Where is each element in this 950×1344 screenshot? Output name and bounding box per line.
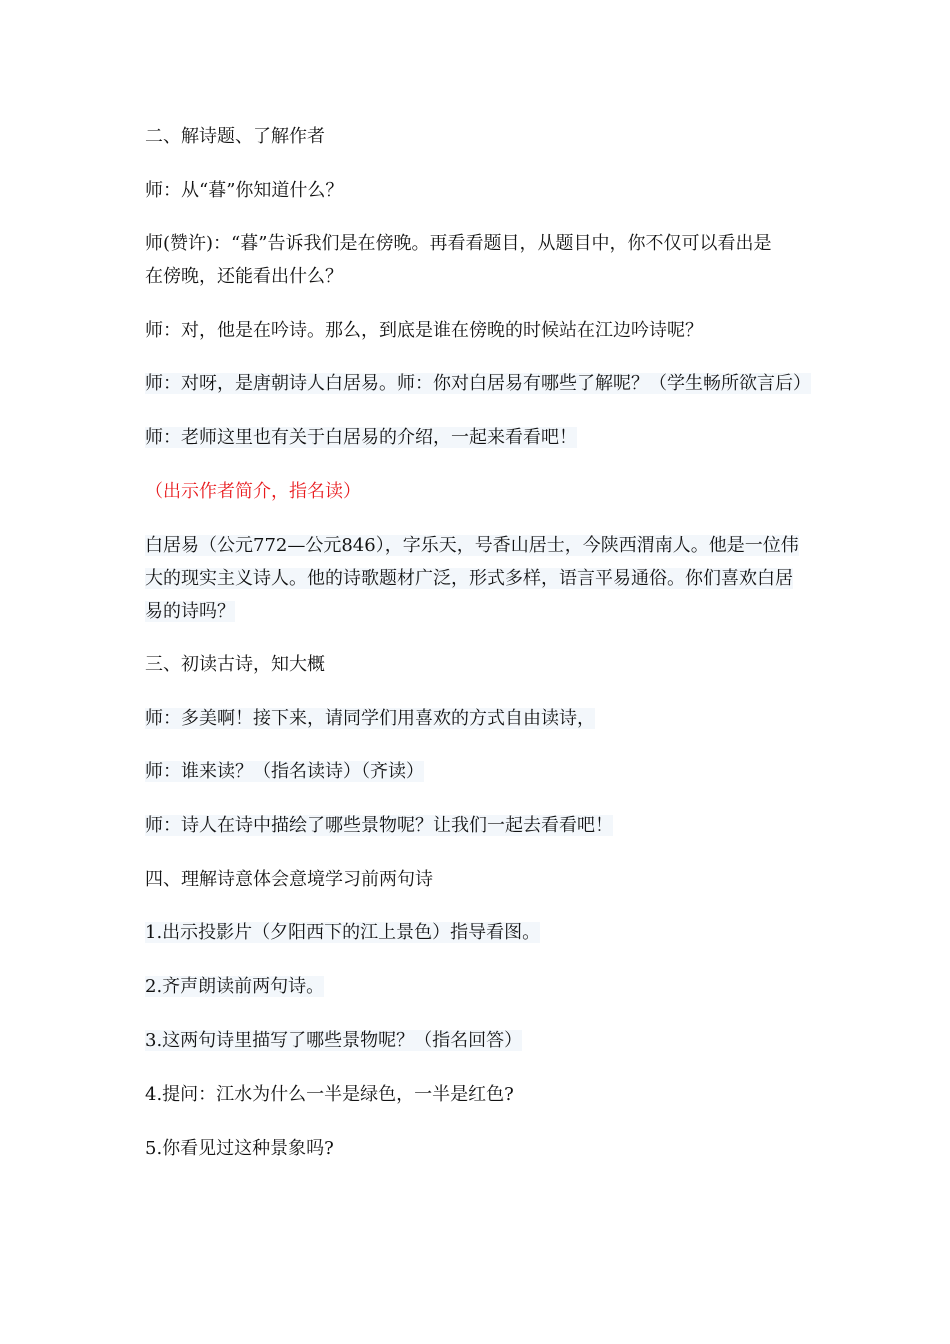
paragraph: 师：诗人在诗中描绘了哪些景物呢？让我们一起去看看吧！ xyxy=(145,815,613,836)
section-heading-4: 四、理解诗意体会意境学习前两句诗 xyxy=(145,869,433,890)
paragraph: 师：老师这里也有关于白居易的介绍，一起来看看吧！ xyxy=(145,427,577,448)
paragraph: 易的诗吗？ xyxy=(145,601,235,622)
paragraph: 在傍晚，还能看出什么？ xyxy=(145,266,343,287)
list-item: 2.齐声朗读前两句诗。 xyxy=(145,976,325,997)
paragraph: 师(赞许)：“暮”告诉我们是在傍晚。再看看题目，从题目中，你不仅可以看出是 xyxy=(145,233,772,254)
instruction-note: （出示作者简介，指名读） xyxy=(145,481,361,502)
list-item: 5.你看见过这种景象吗? xyxy=(145,1138,334,1159)
paragraph: 师：多美啊！接下来，请同学们用喜欢的方式自由读诗， xyxy=(145,708,595,729)
list-item: 3.这两句诗里描写了哪些景物呢？（指名回答） xyxy=(145,1030,523,1051)
paragraph: 师：从“暮”你知道什么？ xyxy=(145,180,344,201)
paragraph: 大的现实主义诗人。他的诗歌题材广泛，形式多样，语言平易通俗。你们喜欢白居 xyxy=(145,568,793,589)
section-heading-2: 二、解诗题、了解作者 xyxy=(145,126,325,147)
paragraph: 师：对，他是在吟诗。那么，到底是谁在傍晚的时候站在江边吟诗呢？ xyxy=(145,320,703,341)
paragraph: 师：谁来读？（指名读诗）（齐读） xyxy=(145,761,424,782)
list-item: 4.提问：江水为什么一半是绿色，一半是红色? xyxy=(145,1084,514,1105)
paragraph: 师：对呀，是唐朝诗人白居易。师：你对白居易有哪些了解呢？（学生畅所欲言后） xyxy=(145,373,811,394)
section-heading-3: 三、初读古诗，知大概 xyxy=(145,654,325,675)
list-item: 1.出示投影片（夕阳西下的江上景色）指导看图。 xyxy=(145,922,541,943)
paragraph: 白居易（公元772—公元846），字乐天，号香山居士，今陕西渭南人。他是一位伟 xyxy=(145,535,799,556)
